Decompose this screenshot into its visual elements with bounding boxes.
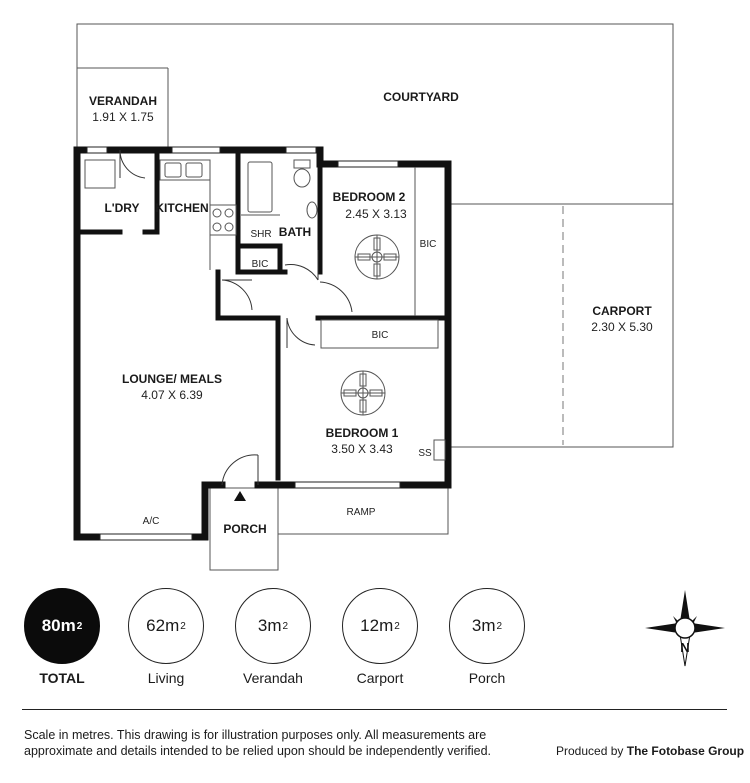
stat-total	[22, 588, 102, 686]
porch-label: PORCH	[223, 522, 267, 536]
stat-porch-value: 3m	[471, 616, 496, 635]
stat-verandah-sup: 2	[282, 620, 289, 632]
stat-carport	[340, 588, 420, 686]
ss-label: SS	[418, 448, 432, 459]
ceiling-fan-icon	[355, 235, 399, 279]
bedroom2-bic-label: BIC	[419, 239, 437, 250]
stat-porch-circle	[449, 588, 525, 664]
carport-label: CARPORT	[592, 304, 652, 318]
north-arrow-icon	[643, 588, 727, 668]
stat-living-label: Living	[147, 670, 185, 686]
lounge-dims: 4.07 X 6.39	[141, 388, 203, 402]
stat-verandah-label: Verandah	[243, 670, 303, 686]
stat-total-circle	[24, 588, 100, 664]
stat-total-value: 80m	[41, 616, 76, 635]
footer-divider	[22, 709, 727, 710]
stat-total-label: TOTAL	[39, 670, 85, 686]
stat-carport-value: 12m	[360, 616, 394, 635]
ramp-label: RAMP	[346, 507, 376, 518]
bedroom1-label: BEDROOM 1	[325, 426, 399, 440]
bedroom1-bic-label: BIC	[371, 330, 389, 341]
stat-porch	[447, 588, 527, 686]
stat-total-sup: 2	[76, 620, 83, 632]
laundry-label: L'DRY	[104, 201, 140, 215]
compass-letter: N	[680, 640, 690, 655]
entry-arrow-icon	[234, 491, 246, 501]
lounge-label: LOUNGE/ MEALS	[121, 372, 223, 386]
stat-living	[126, 588, 206, 686]
verandah-dims: 1.91 X 1.75	[92, 110, 154, 124]
stat-verandah-circle	[235, 588, 311, 664]
stat-carport-sup: 2	[394, 620, 400, 632]
producer-credit	[556, 744, 744, 758]
area-stats	[0, 588, 750, 698]
stat-living-circle	[128, 588, 204, 664]
stat-porch-label: Porch	[468, 670, 506, 686]
stat-verandah	[233, 588, 313, 686]
verandah-label: VERANDAH	[88, 94, 158, 108]
bedroom2-label: BEDROOM 2	[332, 190, 406, 204]
shower-label: SHR	[250, 229, 272, 240]
stat-living-value: 62m	[146, 616, 180, 635]
ac-label: A/C	[142, 516, 160, 527]
ceiling-fan-icon	[341, 371, 385, 415]
kitchen-label: KITCHEN	[155, 201, 209, 215]
producer-prefix: Produced by	[556, 744, 624, 758]
stat-porch-sup: 2	[496, 620, 503, 632]
stat-carport-label: Carport	[356, 670, 404, 686]
courtyard-label: COURTYARD	[383, 90, 459, 104]
bedroom1-dims: 3.50 X 3.43	[331, 442, 393, 456]
stat-verandah-value: 3m	[257, 616, 282, 635]
stat-carport-circle	[342, 588, 418, 664]
hall-bic-label: BIC	[251, 259, 269, 270]
disclaimer-text: Scale in metres. This drawing is for illustration purposes only. All measurements are approximate and details intended to be relied upon should be independently verified.	[24, 728, 491, 758]
bedroom2-dims: 2.45 X 3.13	[345, 207, 407, 221]
carport-dims: 2.30 X 5.30	[591, 320, 653, 334]
stat-living-sup: 2	[180, 620, 186, 632]
bath-label: BATH	[278, 225, 312, 239]
producer-name: The Fotobase Group	[626, 744, 745, 758]
